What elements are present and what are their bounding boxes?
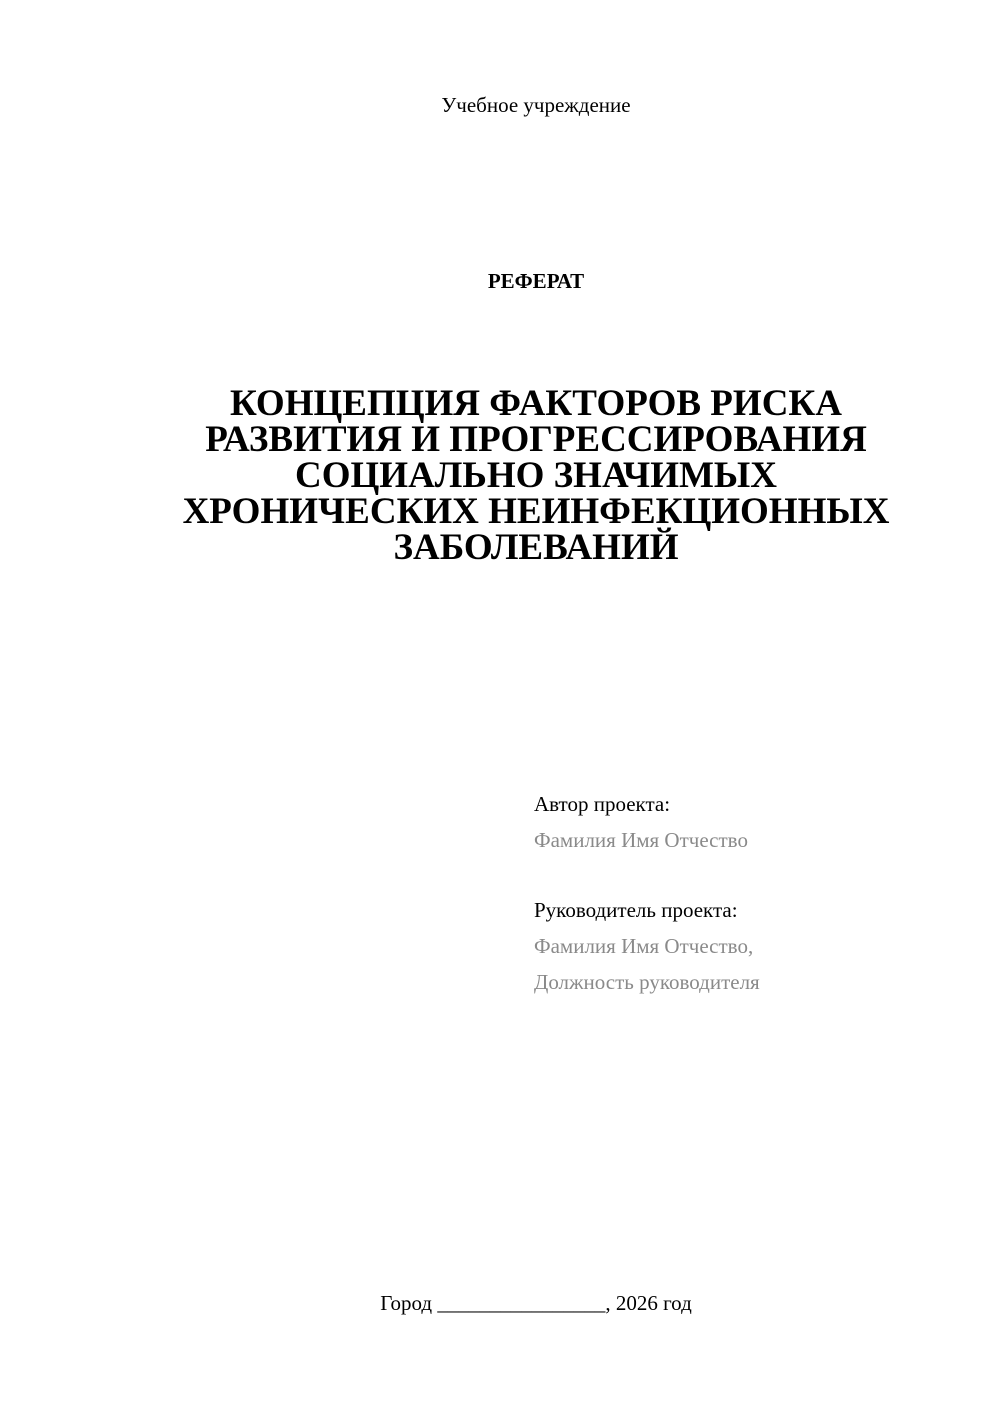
title-line: СОЦИАЛЬНО ЗНАЧИМЫХ — [295, 455, 777, 496]
author-label: Автор проекта: — [534, 792, 671, 816]
author-block — [534, 786, 748, 858]
title-line: РАЗВИТИЯ И ПРОГРЕССИРОВАНИЯ — [205, 419, 867, 460]
city-label: Город — [380, 1291, 433, 1315]
supervisor-name-placeholder: Фамилия Имя Отчество, — [534, 934, 754, 958]
document-title — [120, 383, 952, 568]
supervisor-position-placeholder: Должность руководителя — [534, 970, 760, 994]
supervisor-block — [534, 892, 760, 1000]
city-year-line — [0, 1288, 1000, 1318]
title-line: ЗАБОЛЕВАНИЙ — [393, 527, 679, 568]
document-type: РЕФЕРАТ — [487, 269, 585, 293]
year-text: , 2026 год — [605, 1291, 692, 1315]
supervisor-label: Руководитель проекта: — [534, 898, 738, 922]
title-line: КОНЦЕПЦИЯ ФАКТОРОВ РИСКА — [230, 383, 842, 424]
title-line: ХРОНИЧЕСКИХ НЕИНФЕКЦИОННЫХ — [182, 491, 890, 532]
city-blank: ________________ — [437, 1291, 606, 1315]
author-name-placeholder: Фамилия Имя Отчество — [534, 828, 748, 852]
institution-name: Учебное учреждение — [441, 93, 631, 117]
